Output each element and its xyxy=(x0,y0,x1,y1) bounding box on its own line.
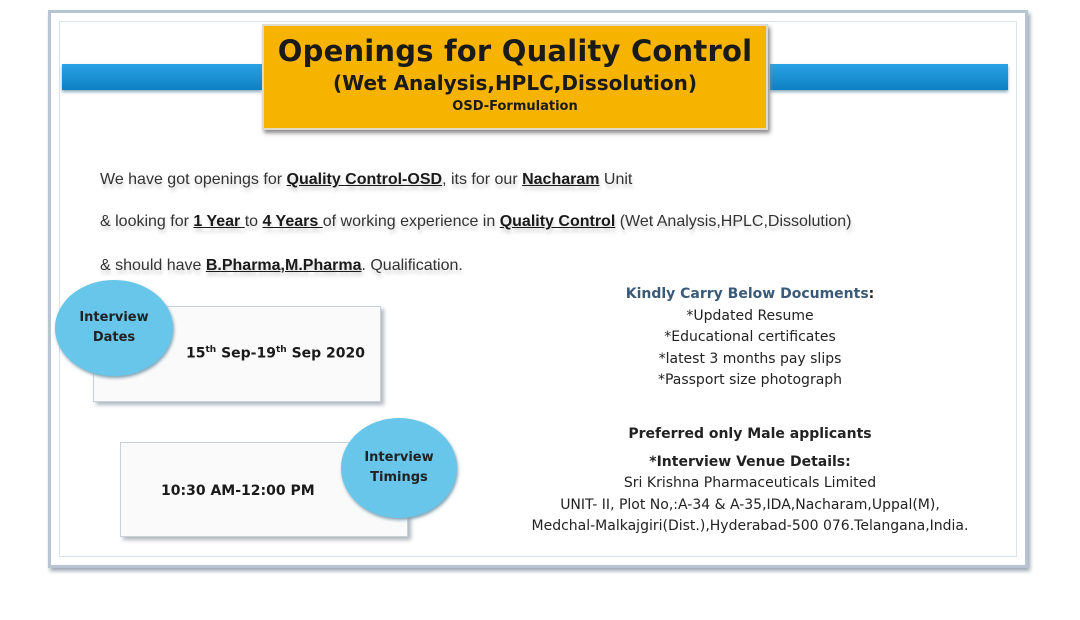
venue-address-line-1: UNIT- II, Plot No,:A-34 & A-35,IDA,Nacharam,Uppal(M), xyxy=(560,496,940,513)
intro-text: , its for our xyxy=(442,171,523,188)
intro-highlight: B.Pharma,M.Pharma xyxy=(205,257,362,274)
intro-text: Unit xyxy=(599,171,633,188)
documents-heading-colon: : xyxy=(868,286,875,302)
bubble-label: Timings xyxy=(370,470,428,485)
documents-heading xyxy=(600,284,900,306)
venue-heading: *Interview Venue Details: xyxy=(649,453,851,470)
documents-list xyxy=(600,284,900,392)
title-banner xyxy=(262,24,768,130)
intro-line-3 xyxy=(100,257,463,275)
document-item: *latest 3 months pay slips xyxy=(658,350,842,367)
intro-text: We have got openings for xyxy=(100,171,287,188)
intro-highlight: Nacharam xyxy=(522,171,600,188)
interview-dates-bubble xyxy=(55,280,173,376)
intro-line-1 xyxy=(100,171,632,189)
formulation-tag: OSD-Formulation xyxy=(452,99,578,114)
intro-highlight: 4 Years xyxy=(262,213,323,230)
intro-line-2 xyxy=(100,213,852,231)
applicant-preference: Preferred only Male applicants xyxy=(628,426,872,442)
interview-timings-value: 10:30 AM-12:00 PM xyxy=(161,483,315,499)
document-item: *Passport size photograph xyxy=(657,372,843,388)
page-subtitle: (Wet Analysis,HPLC,Dissolution) xyxy=(333,71,697,95)
venue-company: Sri Krishna Pharmaceuticals Limited xyxy=(623,475,877,491)
date-part: Sep-19 xyxy=(216,345,276,362)
bubble-label: Interview xyxy=(79,310,149,325)
interview-dates-value xyxy=(186,345,365,362)
right-header-bar xyxy=(770,64,1008,90)
date-sup: th xyxy=(205,345,217,355)
intro-text: & looking for xyxy=(100,213,194,230)
intro-text: & should have xyxy=(100,257,206,274)
bubble-label: Interview xyxy=(364,450,434,465)
intro-highlight: Quality Control-OSD xyxy=(286,171,443,188)
intro-text: of working experience in xyxy=(322,213,500,230)
intro-text: . Qualification. xyxy=(361,257,463,274)
bubble-label: Dates xyxy=(92,330,136,345)
intro-text: to xyxy=(244,213,263,230)
date-part: 15 xyxy=(186,345,206,362)
document-item: *Educational certificates xyxy=(664,329,836,345)
intro-highlight: 1 Year xyxy=(193,213,245,230)
date-sup: th xyxy=(275,345,287,355)
venue-address-line-2: Medchal-Malkajgiri(Dist.),Hyderabad-500 076.Telangana,India. xyxy=(531,518,969,534)
interview-timings-bubble xyxy=(341,418,457,518)
page-title: Openings for Quality Control xyxy=(277,34,753,68)
left-header-bar xyxy=(62,64,262,90)
venue-details xyxy=(500,424,1000,538)
date-part: Sep 2020 xyxy=(286,345,366,362)
intro-text: (Wet Analysis,HPLC,Dissolution) xyxy=(615,213,852,230)
intro-highlight: Quality Control xyxy=(499,213,616,230)
document-item: *Updated Resume xyxy=(686,307,814,324)
documents-heading-text: Kindly Carry Below Documents xyxy=(625,286,869,302)
